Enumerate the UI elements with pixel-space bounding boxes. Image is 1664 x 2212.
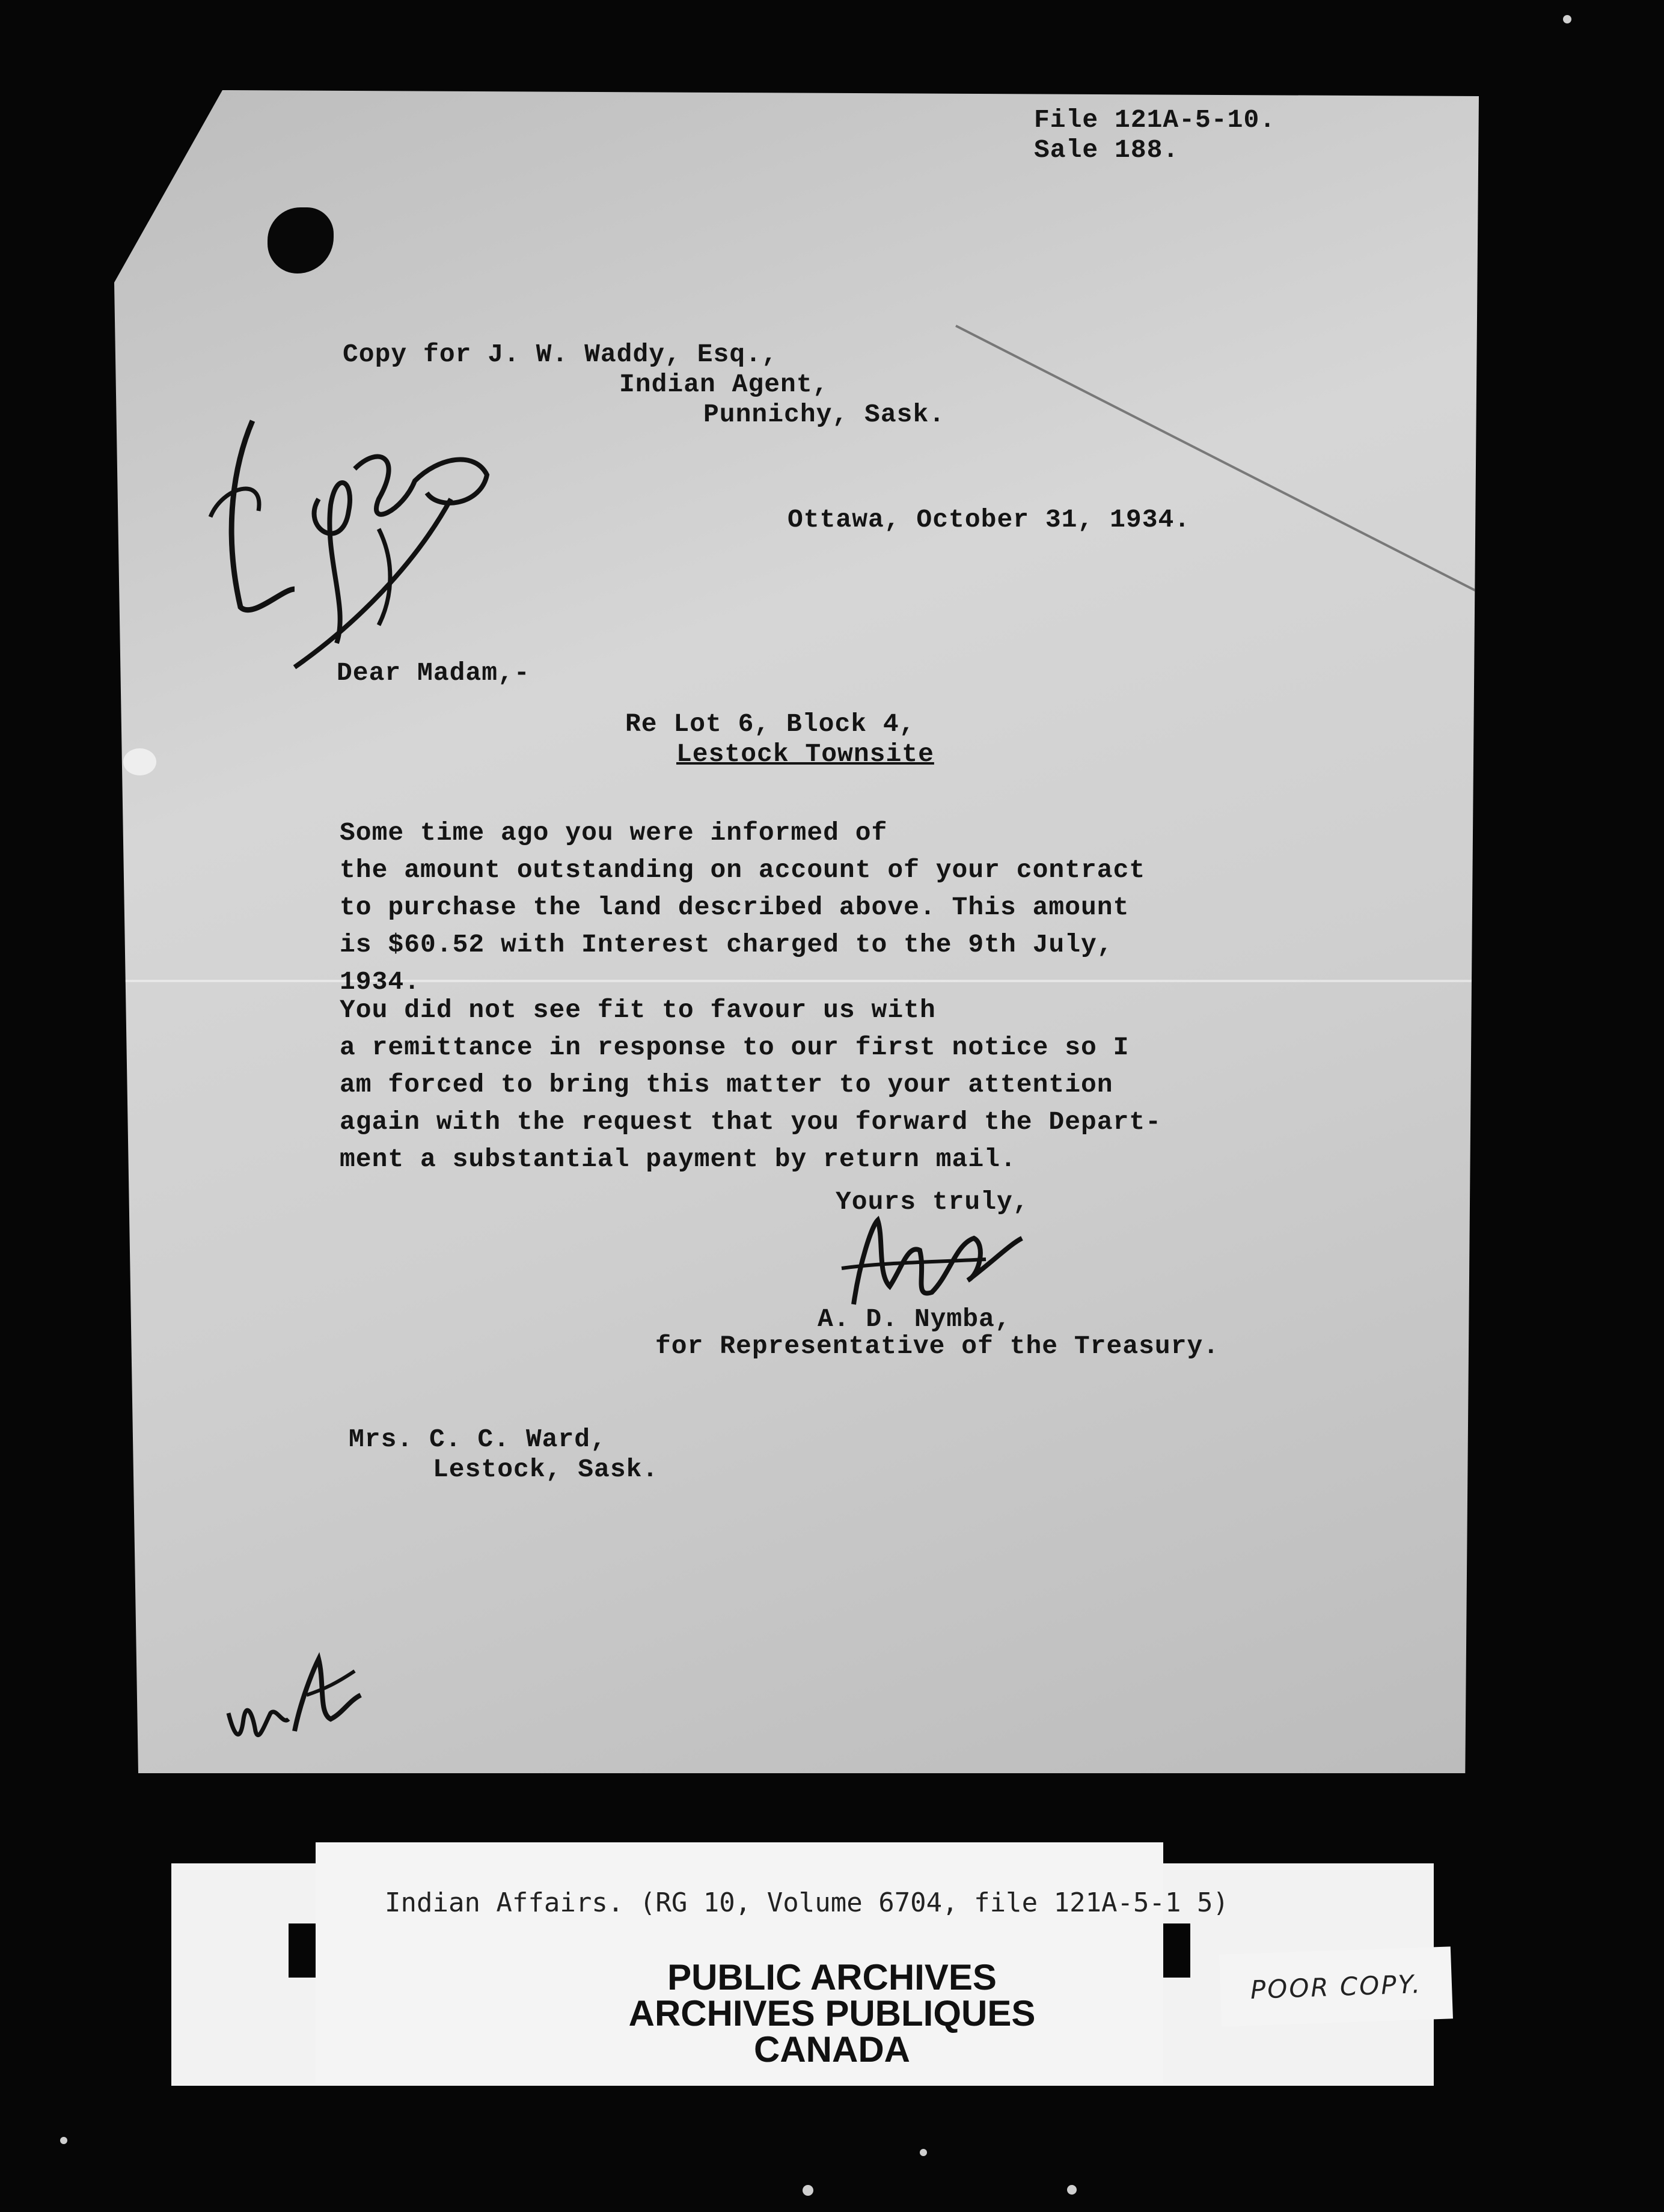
sale-number: Sale 188. [1034,135,1179,165]
punch-hole [268,207,334,273]
dust-speck [803,2185,813,2196]
signer-title: for Representative of the Treasury. [655,1331,1220,1361]
handwritten-initials-signature [198,409,511,673]
signer-name: A. D. Nymba, [818,1304,1011,1334]
salutation: Dear Madam,- [337,658,530,688]
agent-location: Punnichy, Sask. [703,400,946,429]
addressee-location: Lestock, Sask. [433,1455,659,1484]
archive-country: CANADA [754,2029,910,2070]
file-number: File 121A-5-10. [1034,105,1276,135]
archive-reference: Indian Affairs. (RG 10, Volume 6704, file 121A-5-1 5) [385,1887,1229,1918]
dust-speck [60,2137,67,2144]
copy-for-line: Copy for J. W. Waddy, Esq., [343,340,778,369]
dust-speck [1563,15,1571,23]
valediction: Yours truly, [836,1187,1029,1217]
body-paragraph-2: You did not see fit to favour us with a remittance in response to our first notice so I am forced to bring this matter to your attention again with the request that you forward the Depart- ment a substantial payment by return mail. [340,995,1162,1174]
archive-name-english: PUBLIC ARCHIVES [667,1957,997,1997]
subject-line-1: Re Lot 6, Block 4, [625,709,916,739]
dust-speck [920,2149,927,2156]
agent-title: Indian Agent, [619,370,829,399]
dust-speck [123,748,156,775]
archive-name-french: ARCHIVES PUBLIQUES [628,1993,1036,2033]
subject-line-2: Lestock Townsite [676,739,934,769]
addressee-name: Mrs. C. C. Ward, [349,1425,607,1454]
handwritten-notation [222,1647,367,1755]
body-paragraph-1: Some time ago you were informed of the amount outstanding on account of your contract to purchase the land described above. This amount is $60.52 with Interest charged to the 9th July, 1934. [340,818,1146,997]
poor-copy-stamp: POOR COPY. [1219,1946,1453,2026]
dust-speck [1067,2185,1077,2195]
fold-crease [955,325,1546,627]
date-line: Ottawa, October 31, 1934. [788,505,1191,534]
